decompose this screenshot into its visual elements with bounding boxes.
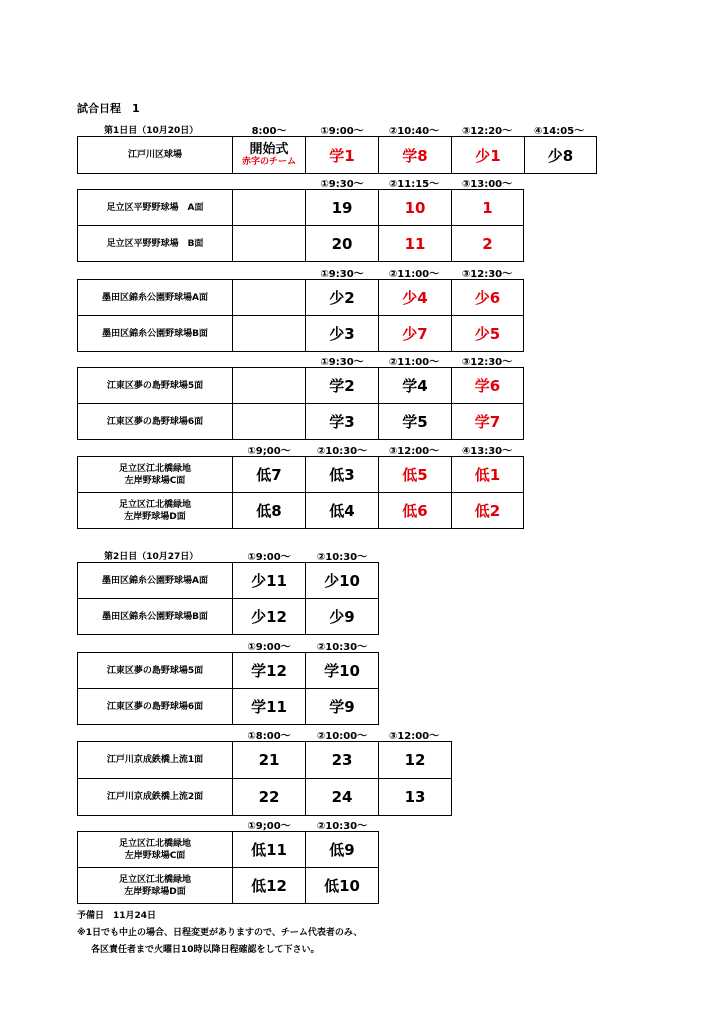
venue-cell: 墨田区錦糸公園野球場B面 <box>78 599 233 635</box>
table-row <box>78 316 524 352</box>
table-row <box>78 599 379 635</box>
empty-cell <box>233 404 306 440</box>
table-row <box>78 563 379 599</box>
table-row <box>78 190 524 226</box>
venue-cell: 足立区平野野球場 B面 <box>78 226 233 262</box>
ceremony-note: 赤字のチーム <box>241 157 296 167</box>
venue-cell: 墨田区錦糸公園野球場A面 <box>78 280 233 316</box>
venue-line: 左岸野球場C面 <box>124 850 186 861</box>
venue-cell <box>78 868 233 904</box>
match-cell: 低12 <box>233 868 306 904</box>
match-cell: 21 <box>233 742 306 779</box>
time-header: ②11:00〜 <box>388 269 440 280</box>
match-cell: 少12 <box>233 599 306 635</box>
match-cell: 少10 <box>306 563 379 599</box>
match-cell: 学8 <box>379 137 452 174</box>
table-row <box>78 779 452 816</box>
time-header: ①9:00〜 <box>320 126 364 137</box>
venue-cell: 江戸川京成鉄橋上流2面 <box>78 779 233 816</box>
time-header: ①9:30〜 <box>320 357 364 368</box>
match-cell: 低1 <box>452 457 524 493</box>
time-header: ①9:30〜 <box>320 269 364 280</box>
time-header: ①9;00〜 <box>247 821 291 832</box>
table-row <box>78 280 524 316</box>
schedule-table <box>77 136 597 174</box>
match-cell: 低5 <box>379 457 452 493</box>
schedule-table <box>77 741 452 816</box>
table-row <box>78 868 379 904</box>
match-cell: 24 <box>306 779 379 816</box>
venue-line: 左岸野球場D面 <box>124 886 186 897</box>
schedule-table <box>77 831 379 904</box>
match-cell: 22 <box>233 779 306 816</box>
venue-line: 足立区江北橋緑地 <box>118 499 191 510</box>
venue-cell: 江東区夢の島野球場5面 <box>78 653 233 689</box>
empty-cell <box>233 368 306 404</box>
time-header: ②10:30〜 <box>316 446 368 457</box>
venue-cell: 江東区夢の島野球場5面 <box>78 368 233 404</box>
match-cell: 23 <box>306 742 379 779</box>
match-cell: 少9 <box>306 599 379 635</box>
match-cell: 20 <box>306 226 379 262</box>
match-cell: 1 <box>452 190 524 226</box>
time-header: ②10:30〜 <box>316 642 368 653</box>
match-cell: 学10 <box>306 653 379 689</box>
empty-cell <box>233 190 306 226</box>
time-header: ②10:00〜 <box>316 731 368 742</box>
match-cell: 少11 <box>233 563 306 599</box>
match-cell: 学5 <box>379 404 452 440</box>
venue-cell: 江戸川京成鉄橋上流1面 <box>78 742 233 779</box>
match-cell: 少8 <box>525 137 597 174</box>
time-header: ③12:30〜 <box>461 269 513 280</box>
ceremony-cell <box>233 137 306 174</box>
match-cell: 学7 <box>452 404 524 440</box>
table-row <box>78 689 379 725</box>
time-header: ①8:00〜 <box>247 731 291 742</box>
match-cell: 学11 <box>233 689 306 725</box>
match-cell: 低2 <box>452 493 524 529</box>
table-row <box>78 137 597 174</box>
venue-line: 左岸野球場C面 <box>124 475 186 486</box>
schedule-table <box>77 562 379 635</box>
venue-cell: 足立区平野野球場 A面 <box>78 190 233 226</box>
time-header: ③12:00〜 <box>388 446 440 457</box>
time-header: ①9;00〜 <box>247 446 291 457</box>
page-title: 試合日程 1 <box>77 102 140 115</box>
venue-cell: 江戸川区球場 <box>78 137 233 174</box>
match-cell: 学4 <box>379 368 452 404</box>
time-header: 8:00〜 <box>251 126 287 137</box>
match-cell: 13 <box>379 779 452 816</box>
venue-line: 足立区江北橋緑地 <box>118 463 191 474</box>
day2-label: 第2日目（10月27日） <box>104 552 199 562</box>
empty-cell <box>233 280 306 316</box>
table-row <box>78 653 379 689</box>
time-header: ①9:00〜 <box>247 552 291 563</box>
table-row <box>78 493 524 529</box>
time-header: ②10:30〜 <box>316 552 368 563</box>
match-cell: 学12 <box>233 653 306 689</box>
cancellation-note: ※1日でも中止の場合、日程変更がありますので、チーム代表者のみ、 <box>77 928 363 938</box>
table-row <box>78 404 524 440</box>
match-cell: 少1 <box>452 137 525 174</box>
table-row <box>78 832 379 868</box>
time-header: ③12:20〜 <box>461 126 513 137</box>
empty-cell <box>233 226 306 262</box>
match-cell: 学2 <box>306 368 379 404</box>
venue-cell <box>78 832 233 868</box>
match-cell: 少7 <box>379 316 452 352</box>
table-row <box>78 457 524 493</box>
match-cell: 低6 <box>379 493 452 529</box>
time-header: ②11:15〜 <box>388 179 440 190</box>
match-cell: 少4 <box>379 280 452 316</box>
match-cell: 19 <box>306 190 379 226</box>
match-cell: 低4 <box>306 493 379 529</box>
empty-cell <box>233 316 306 352</box>
schedule-table <box>77 279 524 352</box>
match-cell: 低11 <box>233 832 306 868</box>
match-cell: 少6 <box>452 280 524 316</box>
time-header: ③12:00〜 <box>388 731 440 742</box>
match-cell: 少2 <box>306 280 379 316</box>
time-header: ②11:00〜 <box>388 357 440 368</box>
match-cell: 11 <box>379 226 452 262</box>
match-cell: 10 <box>379 190 452 226</box>
match-cell: 低7 <box>233 457 306 493</box>
ceremony-label: 開始式 <box>249 142 289 157</box>
match-cell: 2 <box>452 226 524 262</box>
time-header: ④13:30〜 <box>461 446 513 457</box>
day1-label: 第1日目（10月20日） <box>104 126 199 136</box>
match-cell: 低3 <box>306 457 379 493</box>
match-cell: 低8 <box>233 493 306 529</box>
table-row <box>78 742 452 779</box>
contact-note: 各区責任者まで火曜日10時以降日程確認をして下さい。 <box>91 945 320 955</box>
match-cell: 学9 <box>306 689 379 725</box>
match-cell: 低10 <box>306 868 379 904</box>
time-header: ③13:00〜 <box>461 179 513 190</box>
schedule-table <box>77 456 524 529</box>
venue-cell: 墨田区錦糸公園野球場B面 <box>78 316 233 352</box>
schedule-table <box>77 652 379 725</box>
table-row <box>78 368 524 404</box>
match-cell: 学6 <box>452 368 524 404</box>
time-header: ②10:40〜 <box>388 126 440 137</box>
venue-line: 左岸野球場D面 <box>124 511 186 522</box>
schedule-table <box>77 189 524 262</box>
venue-cell <box>78 457 233 493</box>
match-cell: 学1 <box>306 137 379 174</box>
schedule-table <box>77 367 524 440</box>
time-header: ④14:05〜 <box>533 126 585 137</box>
time-header: ①9:00〜 <box>247 642 291 653</box>
venue-cell: 江東区夢の島野球場6面 <box>78 689 233 725</box>
match-cell: 低9 <box>306 832 379 868</box>
match-cell: 少3 <box>306 316 379 352</box>
match-cell: 12 <box>379 742 452 779</box>
venue-cell: 墨田区錦糸公園野球場A面 <box>78 563 233 599</box>
match-cell: 学3 <box>306 404 379 440</box>
time-header: ②10:30〜 <box>316 821 368 832</box>
time-header: ③12:30〜 <box>461 357 513 368</box>
table-row <box>78 226 524 262</box>
venue-line: 足立区江北橋緑地 <box>118 838 191 849</box>
time-header: ①9:30〜 <box>320 179 364 190</box>
venue-cell <box>78 493 233 529</box>
venue-cell: 江東区夢の島野球場6面 <box>78 404 233 440</box>
match-cell: 少5 <box>452 316 524 352</box>
venue-line: 足立区江北橋緑地 <box>118 874 191 885</box>
reserve-day-note: 予備日 11月24日 <box>77 911 157 921</box>
